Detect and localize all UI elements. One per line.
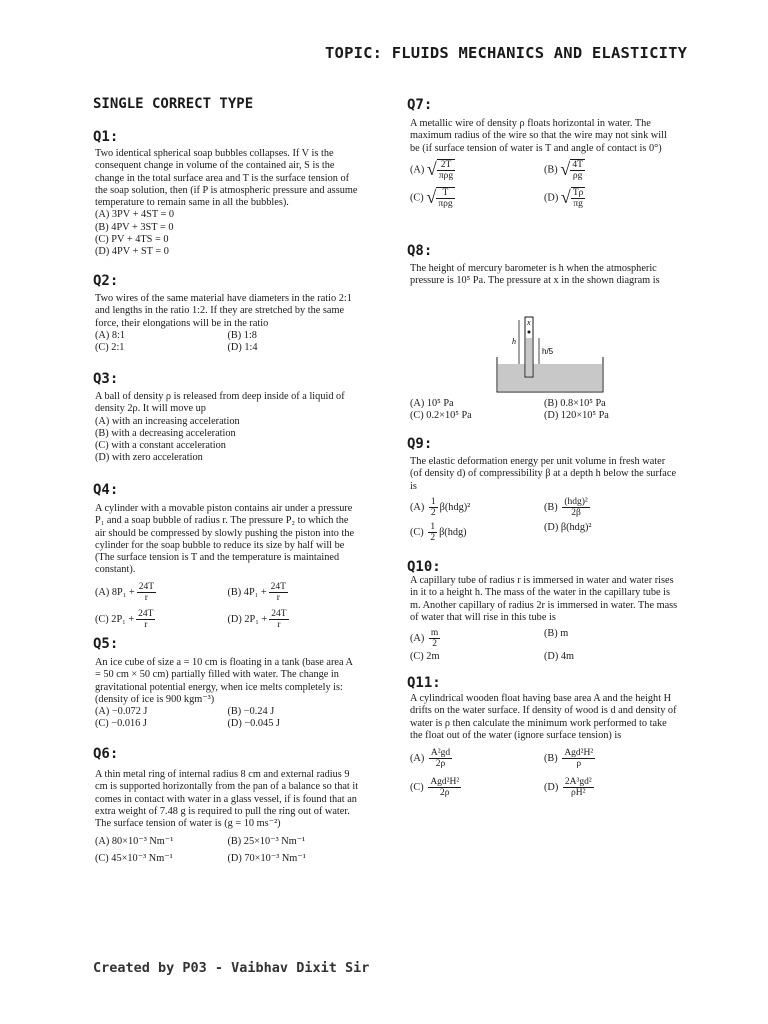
q7-option-a (410, 159, 544, 181)
q5-option-c: (C) −0.016 J (95, 718, 147, 730)
q9-block (410, 456, 678, 543)
q2-option-a: (A) 8:1 (95, 329, 126, 341)
q9-option-a-prefix: (A) (410, 501, 425, 513)
q2-option-c: (C) 2:1 (95, 342, 125, 354)
q11-option-d-fraction (563, 777, 594, 798)
q11-option-b-fraction (562, 748, 595, 769)
q4-option-a-den: r (144, 592, 148, 603)
q11-option-a-fraction (429, 748, 452, 769)
q9-option-a-post: β(hdg)² (439, 501, 471, 513)
q4-option-d-den: r (277, 619, 281, 630)
q7-block (410, 118, 678, 209)
label-x: x (527, 318, 531, 327)
q11-option-a-prefix: (A) (410, 753, 425, 765)
q4-option-b-den: r (276, 592, 280, 603)
section-heading: SINGLE CORRECT TYPE (93, 96, 254, 112)
q4-option-a (95, 582, 228, 603)
q6-text: A thin metal ring of internal radius 8 cm and external radius 9 cm is supported horizontally from the pan of a balance so that it comes in contact with water in a glass vessel, if is found that an extra weight of 7.48 g is required to pull the ring out of water. The surface tension of water is (g = 10 ms⁻²) (95, 769, 359, 830)
mercury-column (526, 338, 532, 376)
q5-block (95, 657, 360, 731)
q4-option-d-fraction (269, 609, 288, 630)
q10-option-a-den: 2 (432, 639, 437, 650)
q7-option-d-num: √ Tρ (572, 187, 584, 198)
q11-block (410, 693, 678, 798)
q11-text: A cylindrical wooden float having base area A and the height H drifts on the water surface. If density of wood is d and density of water is ρ then calculate the minimum work performed to take the float out of the water (ignore surface tension) is (410, 693, 677, 741)
q11-option-c (410, 777, 544, 798)
q7-option-a-fraction (437, 159, 455, 181)
q8-options (410, 398, 678, 423)
q1-label: Q1: (93, 129, 119, 145)
q4-option-d-num: 24T (271, 608, 287, 619)
q1-block (95, 148, 360, 259)
q4-text: A cylinder with a movable piston contains air under a pressure P₁ and a soap bubble of radius r. The pressure P₂ to which the air should be compressed by slowly pushing the piston into the cylinder for the soap bubble to reduce its size by half will be (The surface tension is T and the temperature is maintained constant). (95, 503, 355, 576)
q8-text: The height of mercury barometer is h when the atmospheric pressure is 10⁵ Pa. The pressure at x in the shown diagram is (410, 263, 660, 287)
q9-option-b-num: (hdg)² (564, 496, 588, 507)
q9-option-a (410, 497, 544, 518)
q6-option-a: (A) 80×10⁻³ Nm⁻¹ (95, 836, 174, 848)
q3-option-b: (B) with a decreasing acceleration (95, 427, 236, 439)
q7-option-b (544, 159, 678, 181)
label-h5: h/5 (542, 347, 554, 356)
q10-option-a-prefix: (A) (410, 633, 425, 645)
q6-option-b: (B) 25×10⁻³ Nm⁻¹ (227, 836, 306, 848)
q10-option-d: (D) 4m (544, 651, 575, 663)
q1-option-b: (B) 4PV + 3ST = 0 (95, 221, 174, 233)
q9-option-b-den: 2β (571, 507, 581, 518)
q7-text: A metallic wire of density ρ floats horizontal in water. The maximum radius of the wire so that the wire may not sink will be (if surface tension of water is T and angle of contact is 0°) (410, 118, 667, 154)
q4-option-c-num: 24T (138, 608, 154, 619)
q11-option-d-prefix: (D) (544, 782, 559, 794)
q11-option-c-fraction (428, 777, 461, 798)
q10-option-a-num: m (430, 628, 439, 639)
q4-option-c-den: r (144, 619, 148, 630)
q2-label: Q2: (93, 273, 119, 289)
q10-option-a-fraction (429, 628, 440, 649)
q7-option-a-sqrt (427, 159, 457, 181)
q4-option-c (95, 609, 228, 630)
q7-option-d-den: πg (573, 198, 583, 209)
q9-option-c-num: 1 (430, 521, 436, 532)
q4-option-a-fraction (137, 582, 156, 603)
q5-option-a: (A) −0.072 J (95, 706, 148, 718)
q11-option-b-den: ρ (576, 759, 582, 770)
q7-option-d-prefix: (D) (544, 192, 559, 204)
q8-label: Q8: (407, 243, 433, 259)
q7-option-b-fraction (570, 159, 585, 181)
q3-block (95, 391, 360, 465)
q10-option-b: (B) m (544, 628, 569, 640)
q8-option-c: (C) 0.2×10⁵ Pa (410, 410, 472, 422)
q5-option-b: (B) −0.24 J (227, 706, 275, 718)
q11-option-a (410, 748, 544, 769)
q9-option-a-den: 2 (430, 507, 436, 518)
q10-label: Q10: (407, 559, 441, 575)
q6-option-c: (C) 45×10⁻³ Nm⁻¹ (95, 852, 173, 864)
q11-option-d-num: 2A³gd² (564, 777, 592, 788)
q7-option-b-prefix: (B) (544, 164, 558, 176)
q1-option-c: (C) PV + 4TS = 0 (95, 234, 169, 246)
q7-option-b-den: ρg (572, 170, 583, 181)
q4-option-c-fraction (136, 609, 155, 630)
q1-option-d: (D) 4PV + ST = 0 (95, 246, 169, 258)
q11-option-a-num: A²gd (430, 748, 451, 759)
q4-option-b (228, 582, 361, 603)
label-h: h (512, 337, 516, 346)
q5-label: Q5: (93, 636, 119, 652)
q7-option-d-fraction (571, 187, 586, 209)
q9-option-c-den: 2 (430, 532, 436, 543)
q5-option-d: (D) −0.045 J (227, 718, 280, 730)
mercury-pool (498, 364, 602, 391)
q9-option-c-post: β(hdg) (439, 526, 467, 538)
q7-option-a-den: πρg (438, 170, 454, 181)
q11-option-a-den: 2ρ (435, 759, 446, 770)
point-x (528, 331, 531, 334)
q6-label: Q6: (93, 746, 119, 762)
q9-option-b-fraction (562, 497, 589, 518)
q11-label: Q11: (407, 675, 441, 691)
q7-option-c-num: √ T (436, 188, 454, 199)
q9-label: Q9: (407, 436, 433, 452)
q8-option-b: (B) 0.8×10⁵ Pa (544, 398, 606, 409)
q5-text: An ice cube of size a = 10 cm is floating in a tank (base area A = 50 cm × 50 cm) partially filled with water. The change in gravitational potential energy, when ice melts completely is: (density of ice is 900 kgm⁻³) (95, 657, 353, 705)
q10-option-c: (C) 2m (410, 651, 440, 663)
q1-option-a: (A) 3PV + 4ST = 0 (95, 209, 175, 221)
q11-option-d (544, 777, 678, 798)
q7-option-d-sqrt (561, 187, 588, 209)
q11-option-b (544, 748, 678, 769)
q8-block (410, 263, 678, 288)
page-footer: Created by P03 - Vaibhav Dixit Sir (93, 960, 370, 976)
q9-option-b-prefix: (B) (544, 501, 558, 513)
q7-option-b-num: √ 4T (572, 159, 583, 170)
q7-option-b-sqrt (560, 159, 587, 181)
q4-option-a-prefix: (A) 8P₁ + (95, 586, 135, 598)
q10-option-a (410, 628, 544, 649)
q7-option-c-den: πρg (438, 198, 453, 209)
q7-option-c-prefix: (C) (410, 192, 424, 204)
q7-option-a-num: √ 2T (437, 160, 455, 171)
q11-option-b-num: Agd²H² (564, 748, 594, 759)
q6-option-d: (D) 70×10⁻³ Nm⁻¹ (227, 852, 306, 864)
q7-option-d (544, 187, 678, 209)
q2-option-d: (D) 1:4 (227, 342, 258, 354)
q4-option-d-prefix: (D) 2P₁ + (227, 613, 268, 625)
q4-option-a-num: 24T (138, 581, 155, 592)
q9-option-b (544, 497, 678, 518)
q2-option-b: (B) 1:8 (227, 329, 257, 341)
page-topic: TOPIC: FLUIDS MECHANICS AND ELASTICITY (325, 44, 688, 62)
q9-option-c-fraction (428, 522, 437, 543)
q2-block (95, 293, 360, 354)
q9-option-c (410, 522, 544, 543)
q11-option-b-prefix: (B) (544, 753, 558, 765)
q3-option-d: (D) with zero acceleration (95, 452, 203, 464)
q3-option-c: (C) with a constant acceleration (95, 440, 226, 452)
q4-option-c-prefix: (C) 2P₁ + (95, 613, 135, 625)
q3-text: A ball of density ρ is released from deep inside of a liquid of density 2ρ. It will move up (95, 391, 345, 415)
q11-option-c-prefix: (C) (410, 782, 424, 794)
q7-option-c-fraction (436, 187, 454, 209)
q1-text: Two identical spherical soap bubbles collapses. If V is the consequent change in volume of the contained air, S is the change in the total surface area and T is the surface tension of the soap solution, then (if P is atmospheric pressure and assume temperature to remain same in all the bubbles). (95, 148, 358, 209)
q6-block (95, 769, 360, 865)
q10-text: A capillary tube of radius r is immersed in water and water rises in it to a height h. The mass of the water in the capillary tube is m. Another capillary of radius 2r is immersed in water. The mass of water that will rise in this tube is (410, 575, 678, 623)
q8-option-d: (D) 120×10⁵ Pa (544, 410, 609, 422)
q10-block (410, 575, 678, 663)
q7-label: Q7: (407, 97, 433, 113)
q2-text: Two wires of the same material have diameters in the ratio 2:1 and lengths in the ratio 1:2. If they are stretched by the same force, their elongations will be in the ratio (95, 293, 352, 329)
q9-text: The elastic deformation energy per unit volume in fresh water (of density d) of compressibility β at a depth h below the surface is (410, 456, 677, 492)
q11-option-c-num: Agd²H² (430, 777, 460, 788)
q7-option-a-prefix: (A) (410, 164, 425, 176)
q9-option-d: (D) β(hdg)² (544, 521, 592, 533)
q4-option-b-prefix: (B) 4P₁ + (227, 586, 267, 598)
q4-option-d (228, 609, 361, 630)
q11-option-c-den: 2ρ (440, 788, 450, 799)
q9-option-a-fraction (429, 497, 438, 518)
q9-option-c-prefix: (C) (410, 526, 424, 538)
q4-option-b-fraction (269, 582, 288, 603)
q8-option-a: (A) 10⁵ Pa (410, 398, 454, 409)
q4-option-b-num: 24T (270, 581, 286, 592)
q4-label: Q4: (93, 482, 119, 498)
q11-option-d-den: ρH² (571, 788, 586, 799)
barometer-diagram (495, 312, 605, 394)
q7-option-c (410, 187, 544, 209)
q7-option-c-sqrt (426, 187, 456, 209)
q3-option-a: (A) with an increasing acceleration (95, 415, 240, 427)
q9-option-a-num: 1 (430, 496, 436, 507)
q3-label: Q3: (93, 371, 119, 387)
q4-block (95, 503, 360, 630)
